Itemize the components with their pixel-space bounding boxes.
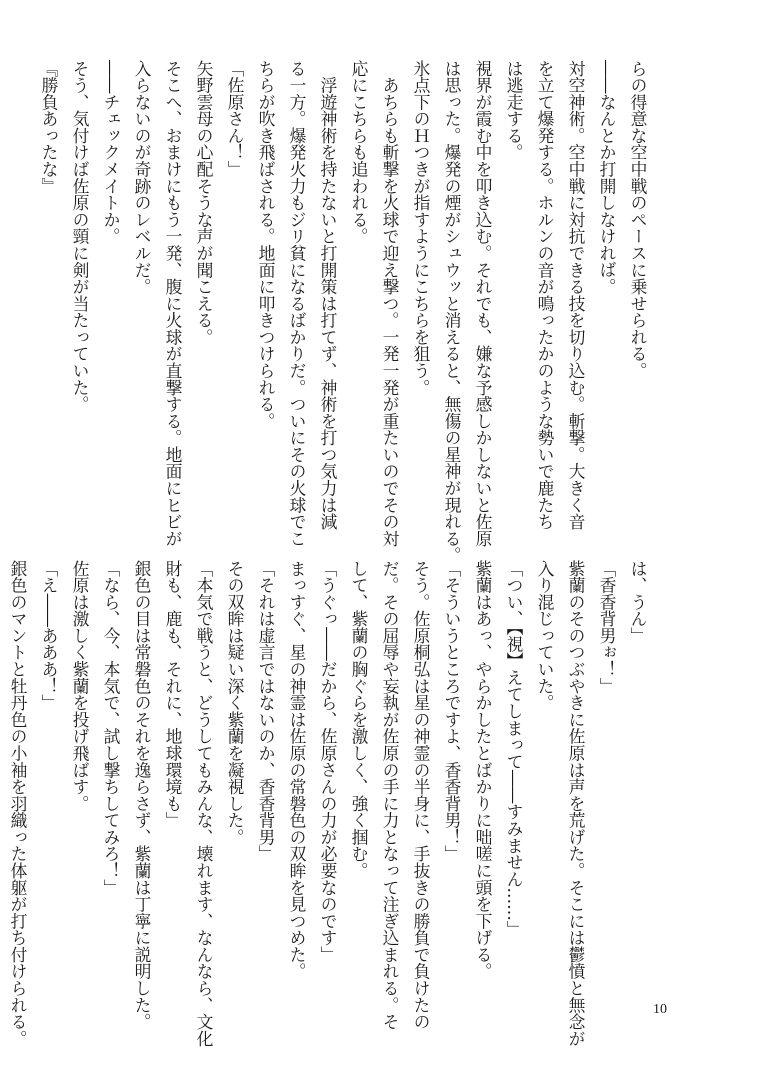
blank-line [2,60,33,520]
text-line: 「そういうところですよ、香香背男！」 [442,560,462,863]
text-line: 「佐原さん！」 [225,60,245,178]
text-line: 応にこちらも追われる。 [349,60,369,245]
text-line: 紫蘭はあっ、やらかしたとばかりに咄嗟に頭を下げる。 [473,560,493,980]
text-line: 「本気で戦うと、どうしてもみんな、壊れます、なんなら、文化 [194,560,214,1047]
text-line: 「それは虚言ではないのか、香香背男」 [256,560,276,863]
text-line: そこへ、おまけにもう一発、腹に火球が直撃する。地面にヒビが [163,60,183,547]
text-line: らの得意な空中戦のペースに乗せられる。 [628,60,648,380]
text-line: 「つい、【視】えてしまって――すみません……」 [504,560,524,938]
text-line [0,560,2,1020]
text-line: 「うぐっ――だから、佐原さんの力が必要なのです」 [318,560,338,963]
text-column-top [39,60,653,564]
text-line: は思った。爆発の煙がシュウッと消えると、無傷の星神が現れる。 [442,60,462,564]
text-line: 入り混じっていた。 [535,560,555,712]
text-line: だ。その屈辱や妄執が佐原の手に力となって注ぎ込まれる。そ [380,560,400,1031]
text-line: 氷点下のＨつきが指すようにこちらを狙う。 [411,60,431,396]
text-line: を立て爆発する。ホルンの音が鳴ったかのような勢いで鹿たち [535,60,555,531]
text-line: る一方。爆発火力もジリ貧になるばかりだ。ついにその火球でこ [287,60,307,547]
text-line: 矢野雲母の心配そうな声が聞こえる。 [194,60,214,346]
text-line: 銀色のマントと牡丹色の小袖を羽織った体躯が打ち付けられる。 [8,560,28,1047]
text-line: ――なんとか打開しなければ。 [597,60,617,296]
text-line: 佐原は激しく紫蘭を投げ飛ばす。 [70,560,90,812]
page-number: 10 [653,1002,667,1017]
text-line: ちらが吹き飛ばされる。地面に叩きつけられる。 [256,60,276,430]
text-line [0,60,2,520]
text-line: 財も、鹿も、それに、地球環境も」 [163,560,183,829]
text-line: 対空神術。空中戦に対抗できる技を切り込む。斬撃。大きく音 [566,60,586,531]
text-line: 入らないのが奇跡のレベルだ。 [132,60,152,296]
text-line: は、うん」 [628,560,648,644]
text-line: あちらも斬撃を火球で迎え撃つ。一発一発が重たいのでその対 [380,60,400,547]
text-line: 「え――あああ！」 [39,560,59,712]
text-line: 紫蘭のそのつぶやきに佐原は声を荒げた。そこには鬱憤と無念が [566,560,586,1047]
text-line: まっすぐ、星の神霊は佐原の常磐色の双眸を見つめた。 [287,560,307,980]
text-line: そう。佐原桐弘は星の神霊の半身に、手抜きの勝負で負けたの [411,560,431,1031]
text-column-bottom [8,560,653,1047]
text-line: そう、気付けば佐原の頸に剣が当たっていた。 [70,60,90,413]
text-line: その双眸は疑い深く紫蘭を凝視した。 [225,560,245,846]
text-line: 「なら、今、本気で、試し撃ちしてみろ！」 [101,560,121,896]
text-line: 銀色の目は常磐色のそれを逸らさず、紫蘭は丁寧に説明した。 [132,560,152,1031]
text-line: ――チェックメイトか。 [101,60,121,245]
text-line: 「香香背男ぉ！」 [597,560,617,695]
text-line: 『勝負あったな』 [39,60,59,195]
text-line: は逃走する。 [504,60,524,161]
text-line: 視界が霞む中を叩き込む。それでも、嫌な予感しかしないと佐原 [473,60,493,547]
text-line: 浮遊神術を持たないと打開策は打てず、神術を打つ気力は減 [318,60,338,531]
text-line: して、紫蘭の胸ぐらを激しく、強く掴む。 [349,560,369,880]
